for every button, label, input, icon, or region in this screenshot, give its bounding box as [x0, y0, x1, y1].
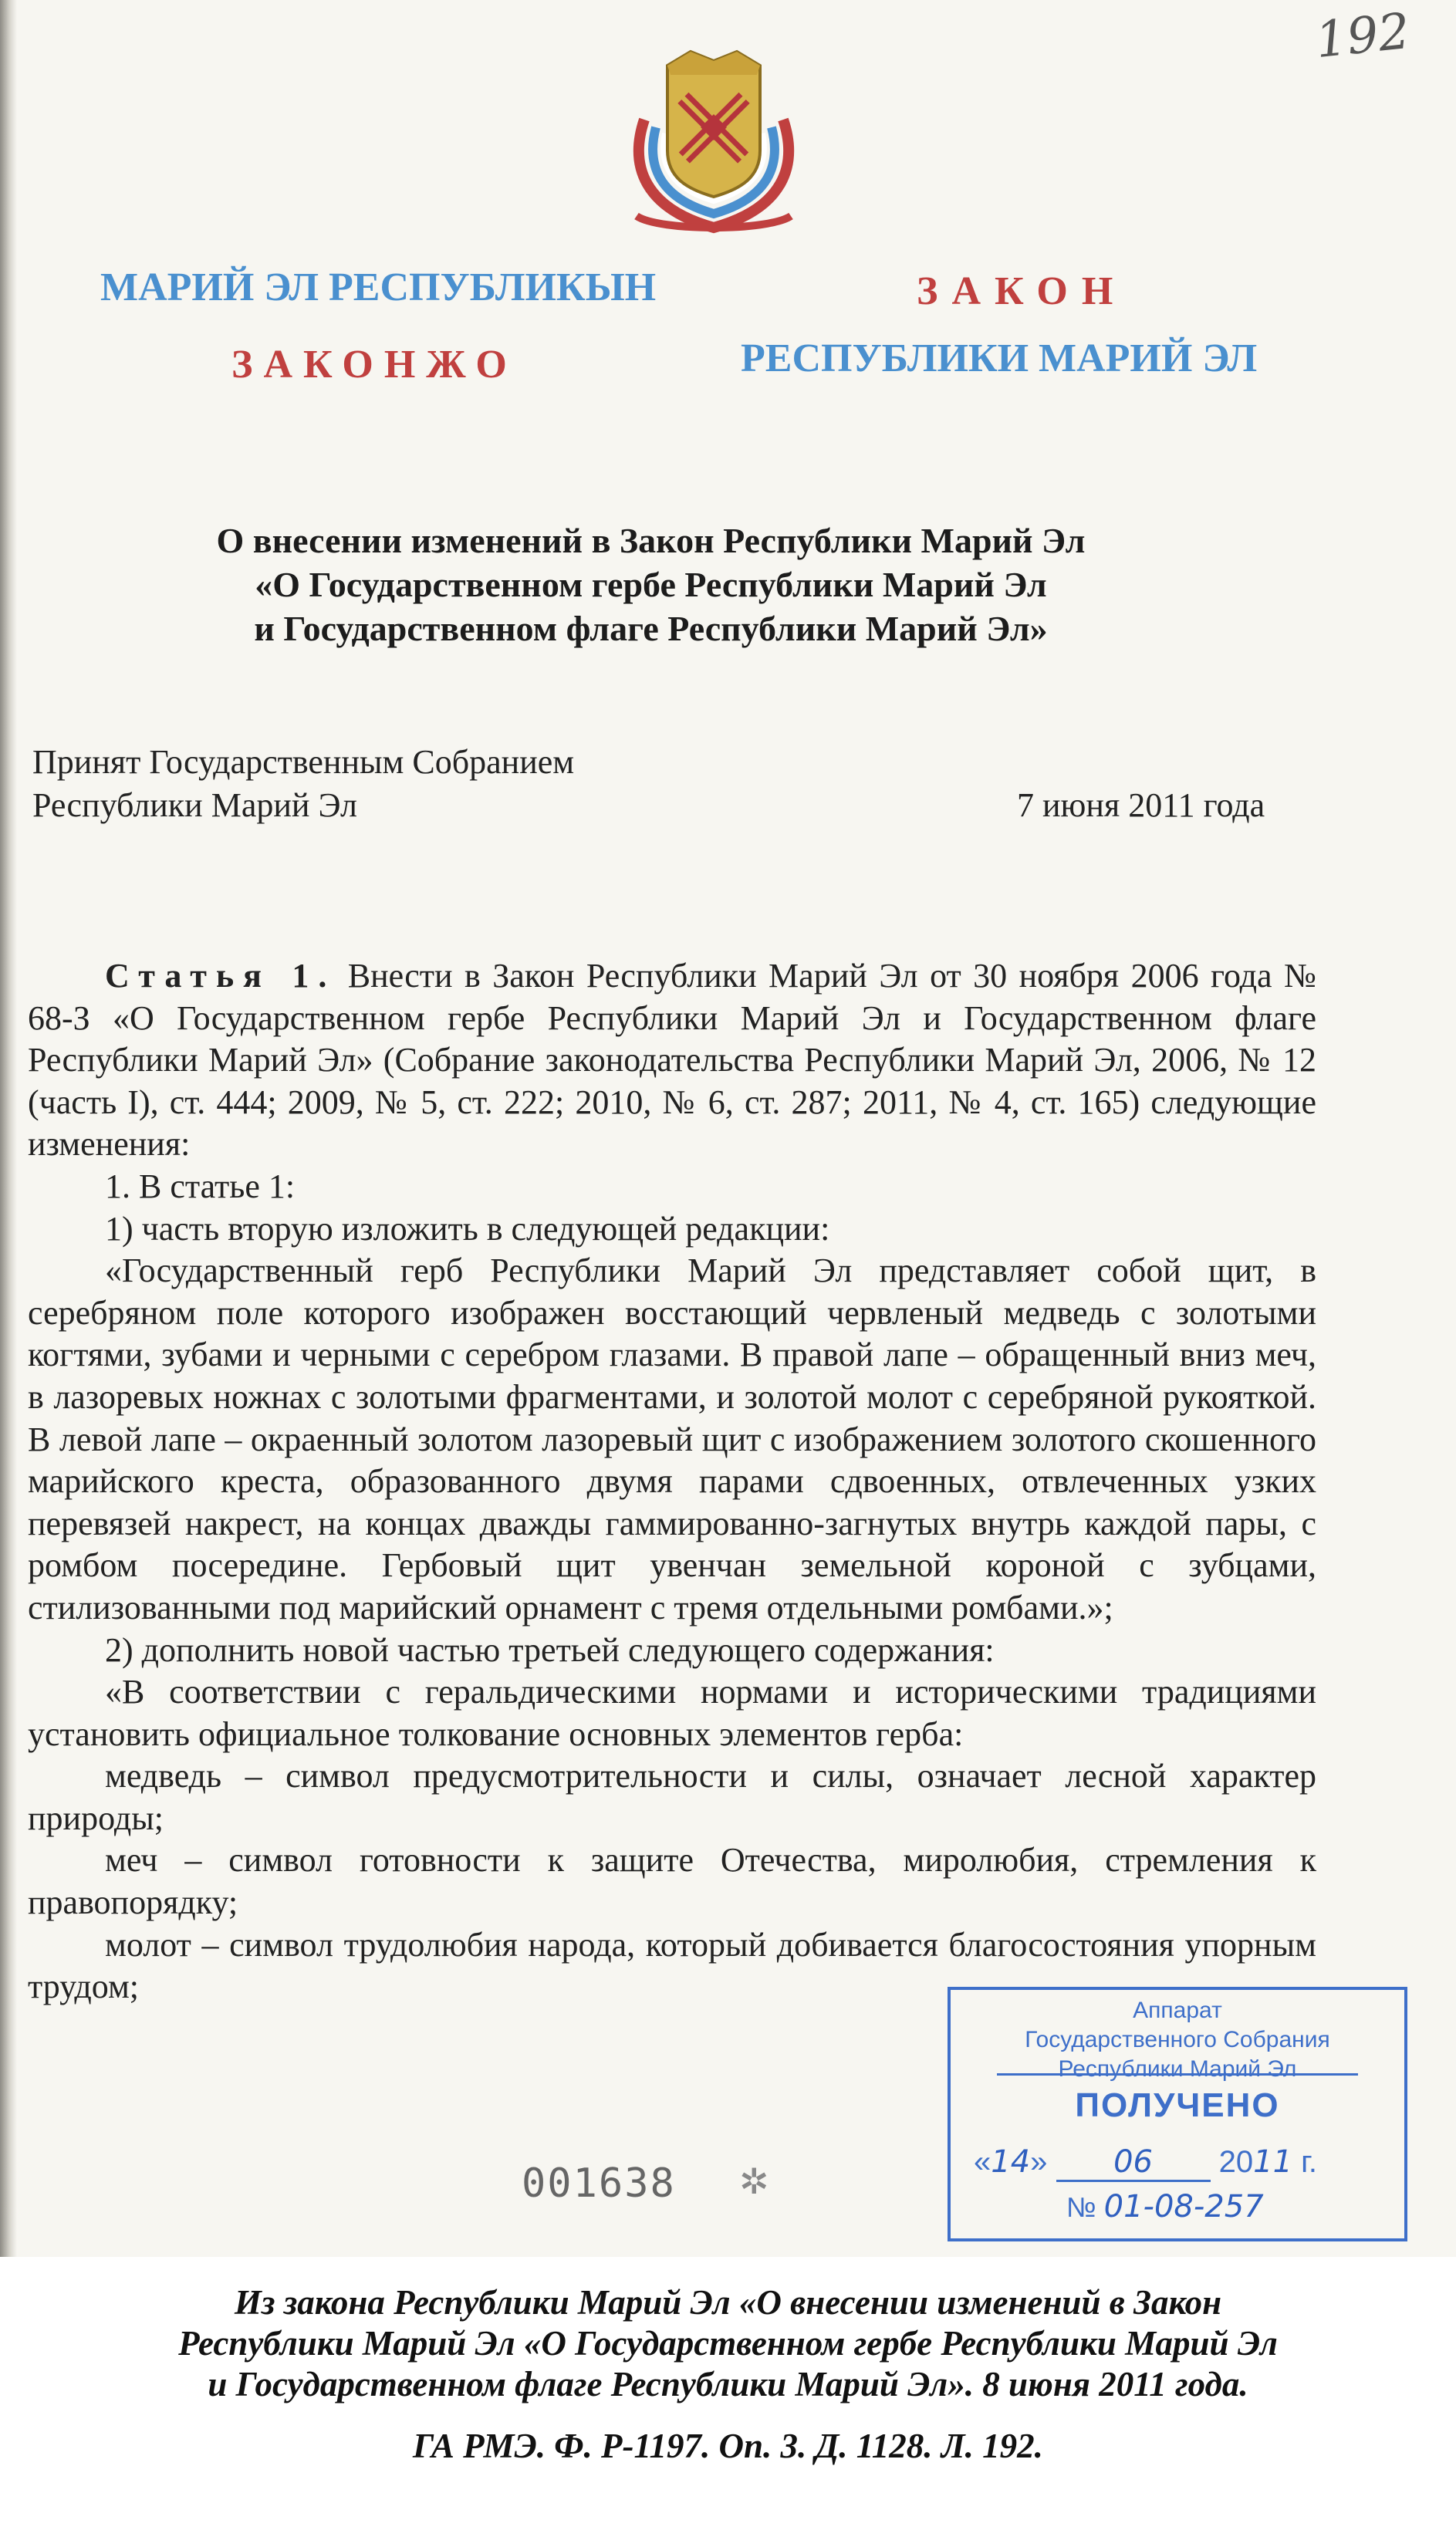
figure-caption [0, 2282, 1456, 2405]
stamp-day: 14 [991, 2144, 1031, 2180]
adoption-date: 7 июня 2011 года [1017, 786, 1265, 824]
paragraph: меч – символ готовности к защите Отечества, миролюбия, стремления к правопорядку; [28, 1841, 1316, 1922]
stamp-line: Аппарат [1133, 1998, 1222, 2023]
stamp-organization [951, 1996, 1404, 2084]
binding-edge [0, 0, 17, 2257]
serial-number: 001638 [522, 2160, 676, 2207]
paragraph: медведь – символ предусмотрительности и силы, означает лесной характер природы; [28, 1757, 1316, 1837]
asterisk-mark-icon: ✲ [739, 2162, 769, 2201]
stamp-line: Республики Марий Эл [1058, 2056, 1297, 2082]
stamp-year-unit: г. [1301, 2145, 1317, 2179]
header-mari-republic: МАРИЙ ЭЛ РЕСПУБЛИКЫН [100, 265, 657, 309]
paragraph: молот – символ трудолюбия народа, который добивается благосостояния упорным трудом; [28, 1925, 1316, 2006]
stamp-divider [997, 2073, 1358, 2076]
law-title-line: «О Государственном гербе Республики Марий Эл [255, 565, 1047, 604]
header-russian-republic: РЕСПУБЛИКИ МАРИЙ ЭЛ [741, 336, 1258, 380]
law-title-line: и Государственном флаге Республики Марий Эл» [254, 609, 1048, 648]
coat-of-arms-emblem-icon [613, 35, 814, 235]
stamp-number: 01-08-257 [1103, 2189, 1264, 2224]
caption-line: Из закона Республики Марий Эл «О внесении изменений в Закон [234, 2283, 1222, 2322]
paragraph: «В соответствии с геральдическими нормами и историческими традициями установить официальное толкование основных элементов герба: [28, 1673, 1316, 1753]
stamp-line: Государственного Собрания [1025, 2027, 1330, 2052]
received-stamp [948, 1987, 1407, 2241]
paragraph: 2) дополнить новой частью третьей следующего содержания: [105, 1630, 995, 1669]
stamp-year-suffix: 11 [1253, 2144, 1293, 2180]
adoption-line: Принят Государственным Собранием [32, 743, 575, 781]
caption-line: Республики Марий Эл «О Государственном гербе Республики Марий Эл [178, 2324, 1278, 2363]
article-label: Статья 1. [105, 957, 336, 995]
caption-line: и Государственном флаге Республики Марий Эл». 8 июня 2011 года. [208, 2365, 1248, 2403]
archive-reference: ГА РМЭ. Ф. Р-1197. Оп. 3. Д. 1128. Л. 192. [413, 2427, 1043, 2465]
article-intro-text: Внести в Закон Республики Марий Эл от 30 ноября 2006 года № 68-З «О Государственном гербе Республики Марий Эл и Государственном флаге Республики Марий Эл» (Собрание законодательства Республики Марий Эл, 2006, № 12 (часть I), ст. 444; 2009, № 5, ст. 222; 2010, № 6, ст. 287; 2011, № 4, ст. 165) следующие изменения: [28, 957, 1316, 1164]
paragraph: «Государственный герб Республики Марий Эл представляет собой щит, в серебряном поле которого изображен восстающий червленый медведь с золотыми когтями, зубами и черными с серебром глазами. В правой лапе – обращенный вниз меч, в лазоревых ножнах с золотыми фрагментами, и золотой молот с серебряной рукояткой. В левой лапе – окраенный золотом лазоревый щит с изображением золотого скошенного марийского креста, образованного двумя парами сдвоенных, отвлеченных узких перевязей накрест, на концах дважды гаммированно-загнутых внутрь каждой пары, с ромбом посередине. Гербовый щит увенчан земельной короной с зубцами, стилизованными под марийский орнамент с тремя отдельными ромбами.»; [28, 1252, 1316, 1626]
stamp-month: 06 [1113, 2144, 1153, 2180]
stamp-received: ПОЛУЧЕНО [1075, 2086, 1280, 2124]
adoption-statement [32, 741, 574, 827]
stamp-number-label: № [1066, 2191, 1096, 2223]
header-mari-law: ЗАКОНЖО [231, 343, 518, 387]
law-title-line: О внесении изменений в Закон Республики Марий Эл [216, 521, 1086, 560]
paragraph: 1) часть вторую изложить в следующей редакции: [105, 1209, 830, 1248]
adoption-line: Республики Марий Эл [32, 786, 357, 824]
stamp-number-line [1066, 2189, 1264, 2224]
stamp-year-prefix: 20 [1218, 2145, 1254, 2179]
header-russian-law: ЗАКОН [917, 269, 1127, 313]
article-body [28, 955, 1316, 2008]
stamp-month-field [1056, 2144, 1211, 2182]
article-intro-paragraph [28, 955, 1316, 1166]
paragraph: 1. В статье 1: [105, 1167, 296, 1205]
stamp-date-line: «14» 06 2011 г. [974, 2144, 1317, 2182]
handwritten-page-number: 192 [1312, 2, 1413, 70]
law-title [0, 519, 1456, 650]
